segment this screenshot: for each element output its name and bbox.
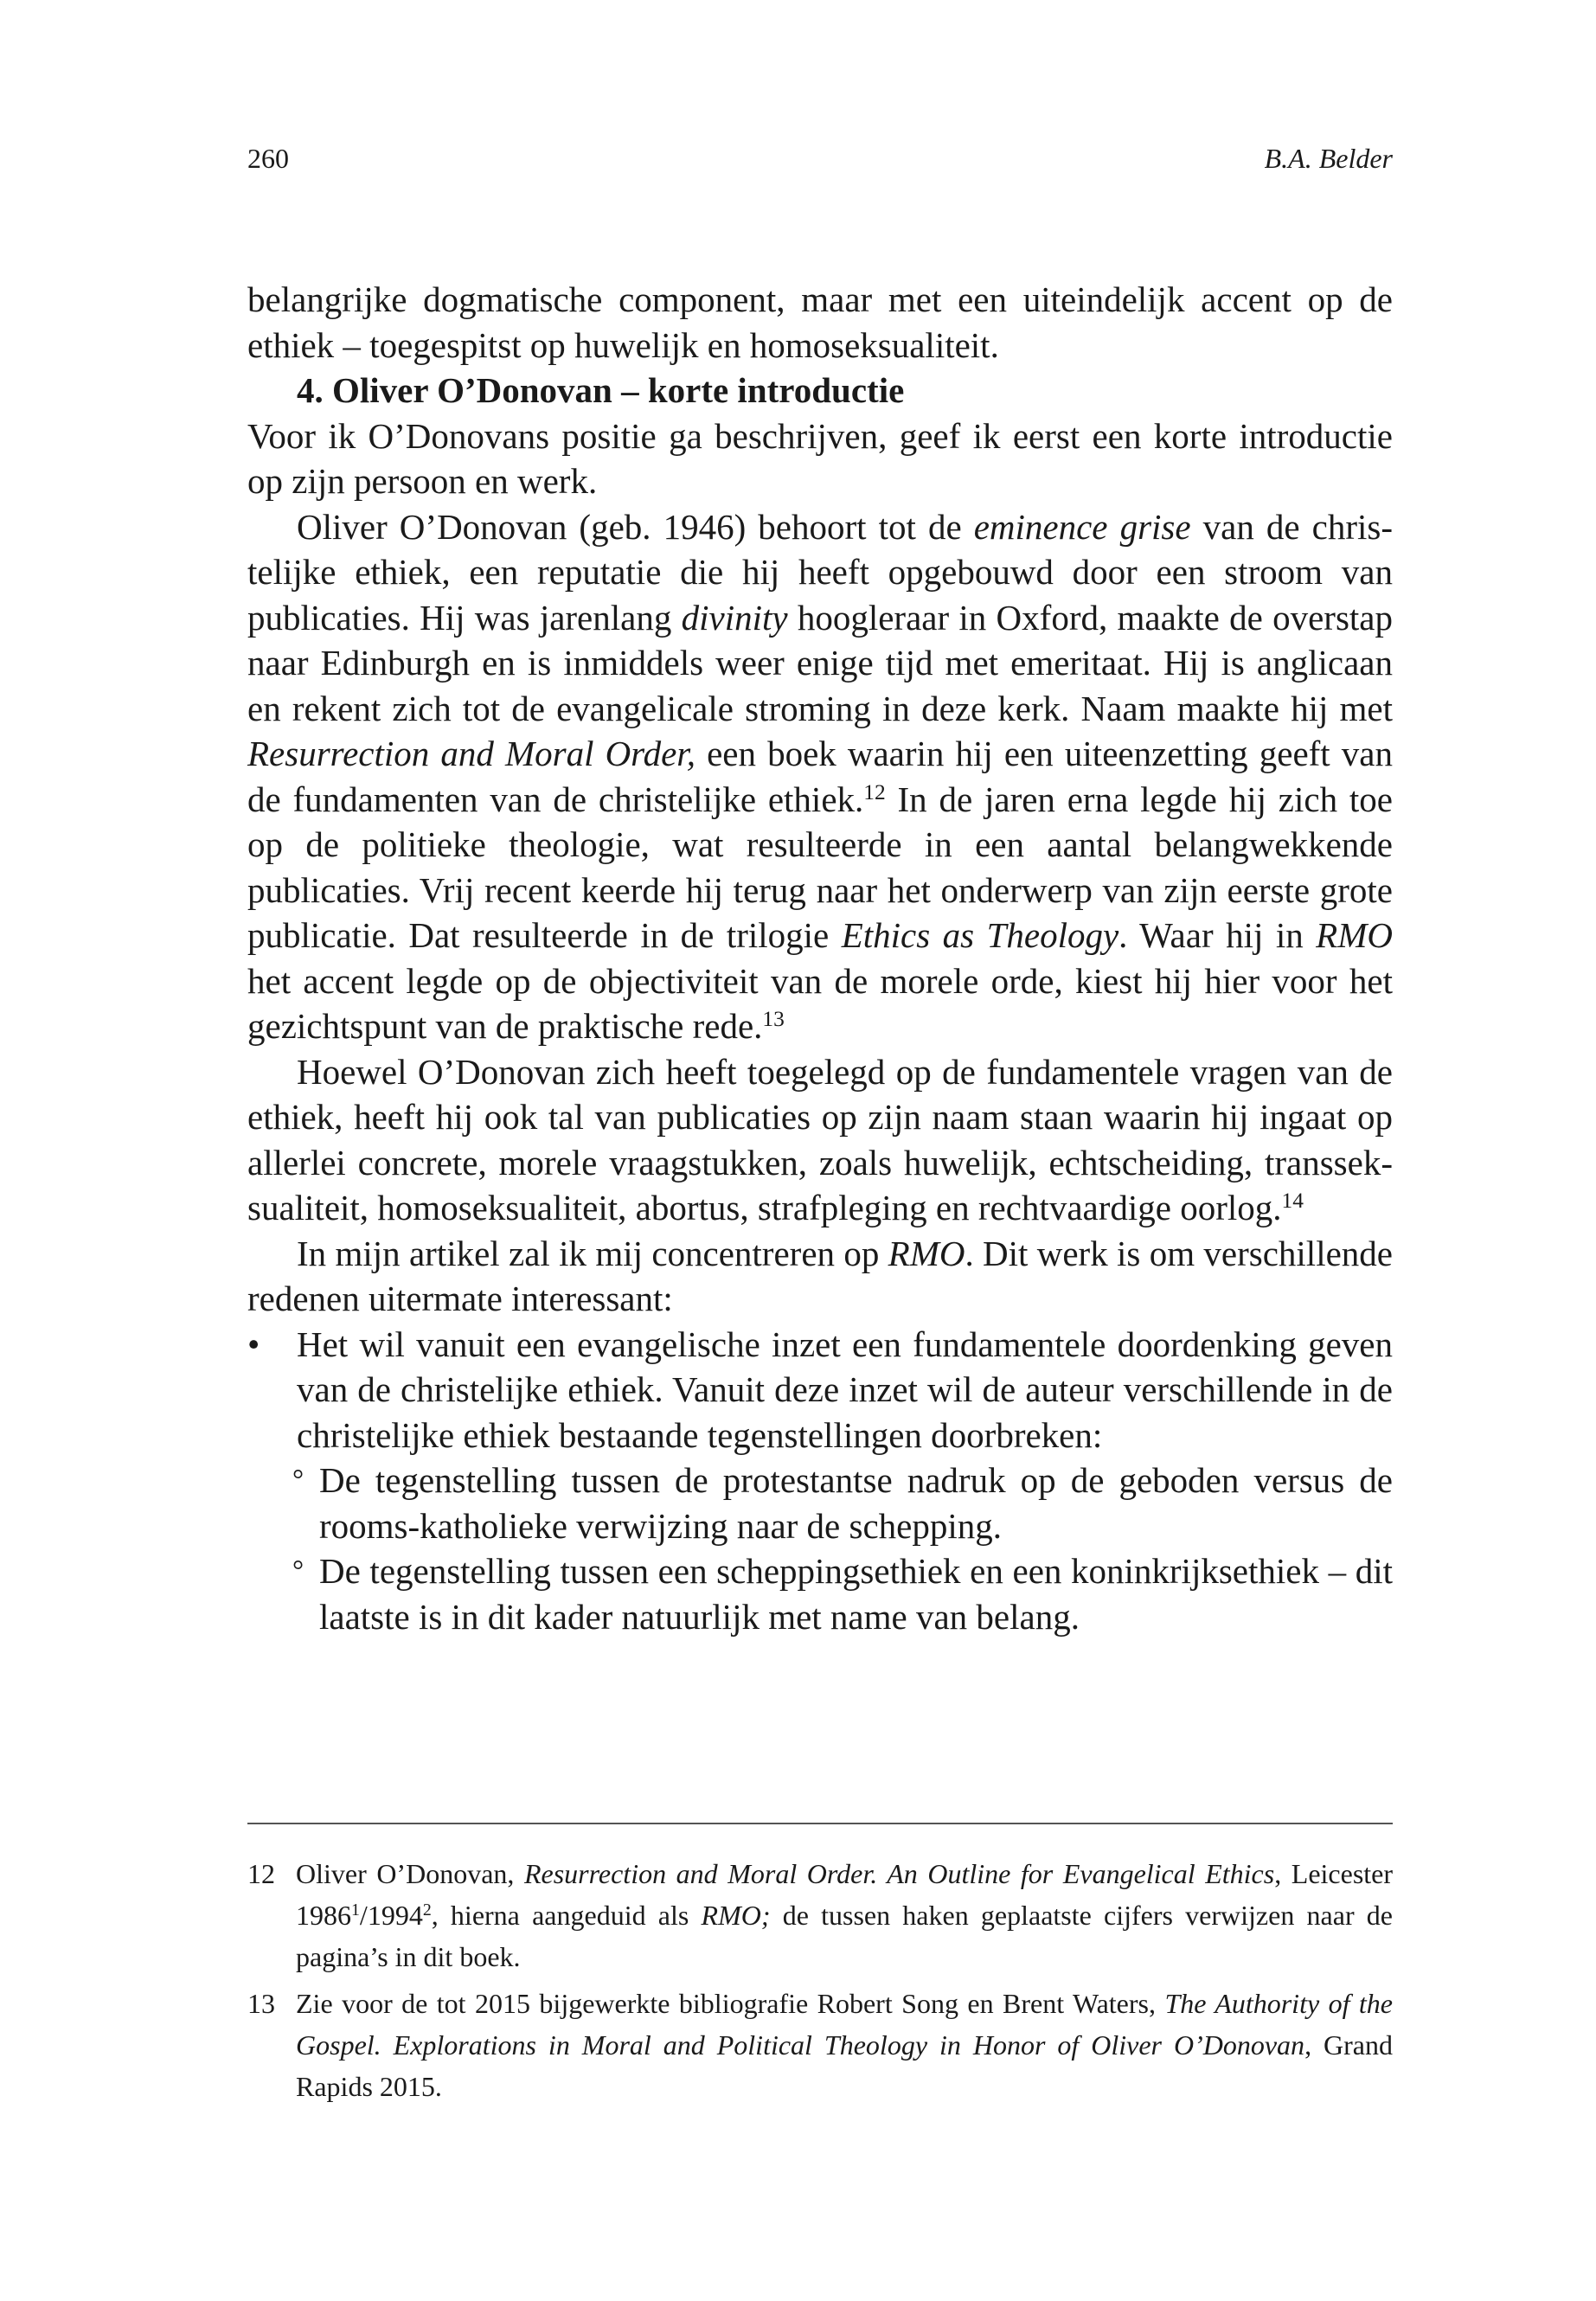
running-header (247, 137, 1393, 180)
text-run: Oliver O’Donovan (geb. 1946) behoort tot de (297, 506, 974, 547)
degree-bullet-icon: ° (292, 1465, 304, 1496)
page-number: 260 (247, 143, 289, 174)
footnote-12 (247, 1853, 1393, 1977)
paragraph-topics (247, 1049, 1393, 1231)
text-run: hoogleraar in Oxford, maakte de overstap naar Edinburgh en is inmiddels weer enige tijd met emeritaat. Hij is anglicaan en rekent zich tot de evangelicale stroming in deze kerk. Naam maakte hij met (247, 597, 1393, 728)
sub-bullet-item (247, 1548, 1393, 1639)
text-run: Oliver O’Donovan, (296, 1858, 524, 1889)
footnote-divider (247, 1823, 1393, 1824)
footnote-number: 12 (247, 1858, 275, 1889)
paragraph-biography (247, 504, 1393, 1049)
text-run: . Waar hij in (1118, 915, 1317, 955)
sub-bullet-text: De tegenstelling tussen de protestantse nadruk op de geboden versus de rooms-katholieke verwijzing naar de schepping. (319, 1460, 1393, 1546)
continued-paragraph: belangrijke dogmatische component, maar met een uiteindelijk accent op de ethiek – toegespitst op huwelijk en homoseksualiteit. (247, 279, 1393, 365)
text-run: , Grand Rapids 2015. (296, 2029, 1394, 2102)
text-run-italic: Ethics as Theology (841, 915, 1119, 955)
text-run-italic: RMO; (701, 1900, 771, 1931)
sub-bullet-text: De tegenstelling tussen een scheppingsethiek en een koninkrijksethiek – dit laatste is in dit kader natuurlijk met name van belang. (319, 1551, 1393, 1637)
text-run-italic: The Authority of the Gospel. Explorations in Moral and Political Theology in Honor of Oliver O’Donovan (296, 1988, 1394, 2061)
text-run: . Dit werk is om verschillende redenen uitermate interessant: (247, 1233, 1393, 1318)
main-text (247, 277, 1393, 1639)
text-run: /1994 (359, 1900, 423, 1931)
sub-bullet-item (247, 1458, 1393, 1548)
bullet-item (247, 1322, 1393, 1458)
footnote-number: 13 (247, 1988, 275, 2019)
text-run: Hoewel O’Donovan zich heeft toegelegd op de fundamentele vragen van de ethiek, heeft hij ook tal van publicaties op zijn naam staan waarin hij ingaat op allerlei concrete, morele vraagstukken, zoals huwelijk, echtscheiding, transseksualiteit, homoseksualiteit, abortus, strafpleging en rechtvaardige oorlog. (247, 1051, 1393, 1227)
section-heading: 4. Oliver O’Donovan – korte introductie (297, 370, 905, 410)
text-run-italic: eminence grise (973, 506, 1191, 547)
text-run: , hierna aangeduid als (431, 1900, 702, 1931)
bullet-icon: • (247, 1324, 260, 1364)
paragraph-intro: Voor ik O’Donovans positie ga beschrijven, geef ik eerst een korte introductie op zijn persoon en werk. (247, 415, 1393, 501)
text-run: een boek waarin hij een uiteenzetting geeft van de fundamenten van de christelijke ethiek. (247, 734, 1393, 819)
footnotes (247, 1853, 1393, 2112)
text-run: In mijn artikel zal ik mij concentreren op (297, 1233, 888, 1273)
bullet-text: Het wil vanuit een evangelische inzet een fundamentele doordenking geven van de christelijke ethiek. Vanuit deze inzet wil de auteur verschillende in de christelijke ethiek bestaande tegenstellingen doorbreken: (297, 1324, 1393, 1455)
footnote-ref-12: 12 (863, 779, 886, 804)
footnote-ref-14: 14 (1281, 1189, 1304, 1214)
footnote-ref-13: 13 (762, 1007, 785, 1032)
text-run: het accent legde op de objectiviteit van de morele orde, kiest hij hier voor het gezichtspunt van de praktische rede. (247, 960, 1393, 1046)
paragraph-focus (247, 1231, 1393, 1322)
edition-superscript: 1 (351, 1900, 360, 1920)
text-run-italic: RMO (1316, 915, 1393, 955)
text-run-italic: RMO (888, 1233, 965, 1273)
footnote-13 (247, 1983, 1393, 2107)
degree-bullet-icon: ° (292, 1555, 304, 1586)
text-run: Zie voor de tot 2015 bijgewerkte bibliografie Robert Song en Brent Waters, (296, 1988, 1165, 2019)
edition-superscript: 2 (422, 1900, 432, 1920)
text-run: van de christelijke ethiek, een reputatie die hij heeft opgebouwd door een stroom van publicaties. Hij was jarenlang (247, 506, 1394, 638)
text-run-italic: Resurrection and Moral Order, (247, 734, 695, 773)
text-run: In de jaren erna legde hij zich toe op de politieke theologie, wat resulteerde in een aantal belangwekkende publicaties. Vrij recent keerde hij terug naar het onderwerp van zijn eerste grote publicatie. Dat resulteerde in de trilogie (247, 779, 1393, 955)
text-run: , Leicester 1986 (296, 1858, 1394, 1931)
text-run-italic: Resurrection and Moral Order. An Outline for Evangelical Ethics (523, 1858, 1275, 1889)
running-title: B.A. Belder (1264, 143, 1393, 174)
text-run-italic: divinity (681, 597, 788, 638)
text-run: de tussen haken geplaatste cijfers verwijzen naar de pagina’s in dit boek. (296, 1900, 1394, 1972)
